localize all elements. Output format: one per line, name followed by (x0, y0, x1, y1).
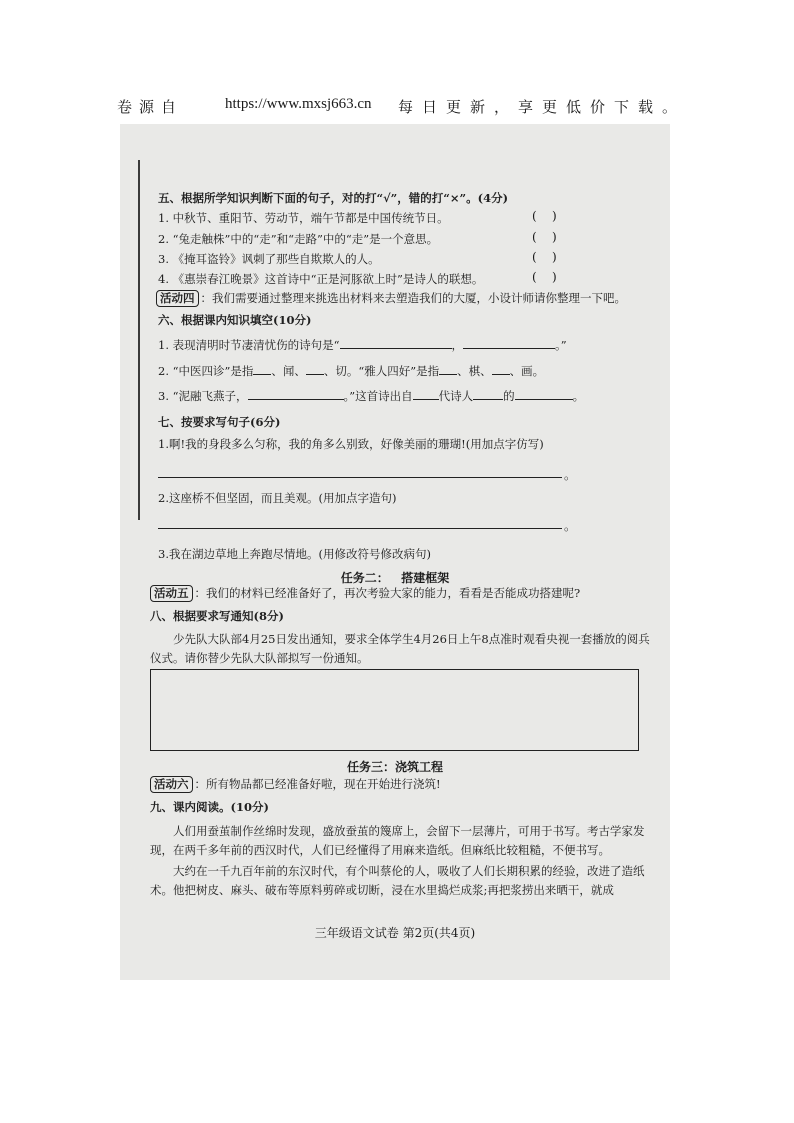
source-banner (0, 96, 794, 120)
activity4-tag: 活动四 (156, 290, 199, 307)
banner-prefix: 卷源自 (117, 98, 184, 116)
fill-q2: 2. “中医四诊”是指 、闻、 、切。“雅人四好”是指 、棋、 、画。 (158, 364, 545, 378)
notice-prompt: 少先队大队部4月25日发出通知，要求全体学生4月26日上午8点准时观看央视一套播放的阅兵仪式。请你替少先队大队部拟写一份通知。 (150, 632, 650, 665)
rewrite-q1: 1.啊!我的身段多么匀称，我的角多么别致，好像美丽的珊瑚!(用加点字仿写) (158, 437, 544, 451)
fill-q3: 3. “泥融飞燕子， 。”这首诗出自 代诗人 的 。 (158, 389, 585, 403)
fill-blank[interactable] (248, 387, 344, 400)
judge-item-2: 2. “兔走触株”中的“走”和“走路”中的“走”是一个意思。 (158, 232, 439, 246)
activity4-line (156, 290, 626, 307)
notice-writing-box[interactable] (150, 669, 639, 751)
reading-paragraph-2: 大约在一千九百年前的东汉时代，有个叫蔡伦的人，吸收了人们长期积累的经验，改进了造纸术。他把树皮、麻头、破布等原料剪碎或切断，浸在水里捣烂成浆;再把浆捞出来晒干，就成 (150, 864, 645, 897)
task3-heading: 任务三：浇筑工程 (346, 760, 444, 774)
fill-blank[interactable] (413, 387, 439, 400)
fill-blank[interactable] (473, 387, 503, 400)
activity6-line (150, 776, 441, 793)
activity4-text: ：我们需要通过整理来挑选出材料来去塑造我们的大厦，小设计师请你整理一下吧。 (200, 291, 626, 305)
activity5-text: ：我们的材料已经准备好了，再次考验大家的能力，看看是否能成功搭建呢? (194, 586, 581, 600)
answer-paren-1[interactable]: ( ) (532, 209, 557, 223)
judge-item-3: 3. 《掩耳盗铃》讽刺了那些自欺欺人的人。 (158, 252, 380, 266)
answer-paren-4[interactable]: ( ) (532, 270, 557, 284)
section8-title: 八、根据要求写通知(8分) (150, 609, 284, 623)
section9-title: 九、课内阅读。(10分) (150, 800, 269, 814)
fill-q1: 1. 表现清明时节凄清忧伤的诗句是“ ， 。” (158, 338, 567, 352)
fill-blank[interactable] (306, 362, 324, 375)
judge-item-4: 4. 《惠崇春江晚景》这首诗中“正是河豚欲上时”是诗人的联想。 (158, 272, 484, 286)
fill-blank[interactable] (253, 362, 271, 375)
reading-paragraph-1: 人们用蚕茧制作丝绵时发现，盛放蚕茧的篾席上，会留下一层薄片，可用于书写。考古学家发现，在两千多年前的西汉时代，人们已经懂得了用麻来造纸。但麻纸比较粗糙，不便书写。 (150, 824, 645, 857)
activity5-tag: 活动五 (150, 585, 193, 602)
rewrite-q2: 2.这座桥不但坚固，而且美观。(用加点字造句) (158, 491, 397, 505)
section5-title: 五、根据所学知识判断下面的句子，对的打“√”，错的打“×”。(4分) (158, 191, 509, 205)
answer-line[interactable] (158, 477, 562, 478)
judge-item-1: 1. 中秋节、重阳节、劳动节，端午节都是中国传统节日。 (158, 211, 449, 225)
answer-line[interactable] (158, 528, 562, 529)
answer-paren-2[interactable]: ( ) (532, 230, 557, 244)
answer-paren-3[interactable]: ( ) (532, 250, 557, 264)
task2-heading: 任务二： 搭建框架 (340, 571, 450, 585)
fill-blank[interactable] (463, 336, 555, 349)
fill-blank[interactable] (439, 362, 457, 375)
section7-title: 七、按要求写句子(6分) (158, 415, 281, 429)
activity6-text: ：所有物品都已经准备好啦，现在开始进行浇筑! (194, 777, 441, 791)
fill-blank[interactable] (492, 362, 510, 375)
banner-url[interactable]: https://www.mxsj663.cn (225, 96, 372, 112)
fill-blank[interactable] (340, 336, 452, 349)
page-footer: 三年级语文试卷 第2页(共4页) (314, 926, 476, 940)
exam-page (120, 124, 670, 980)
fill-blank[interactable] (515, 387, 573, 400)
end-mark: 。 (564, 519, 577, 533)
activity5-line (150, 585, 580, 602)
section6-title: 六、根据课内知识填空(10分) (158, 313, 312, 327)
rewrite-q3: 3.我在湖边草地上奔跑尽情地。(用修改符号修改病句) (158, 547, 431, 561)
end-mark: 。 (564, 468, 577, 482)
banner-slogan: 每日更新，享更低价下载。 (398, 98, 687, 116)
activity6-tag: 活动六 (150, 776, 193, 793)
